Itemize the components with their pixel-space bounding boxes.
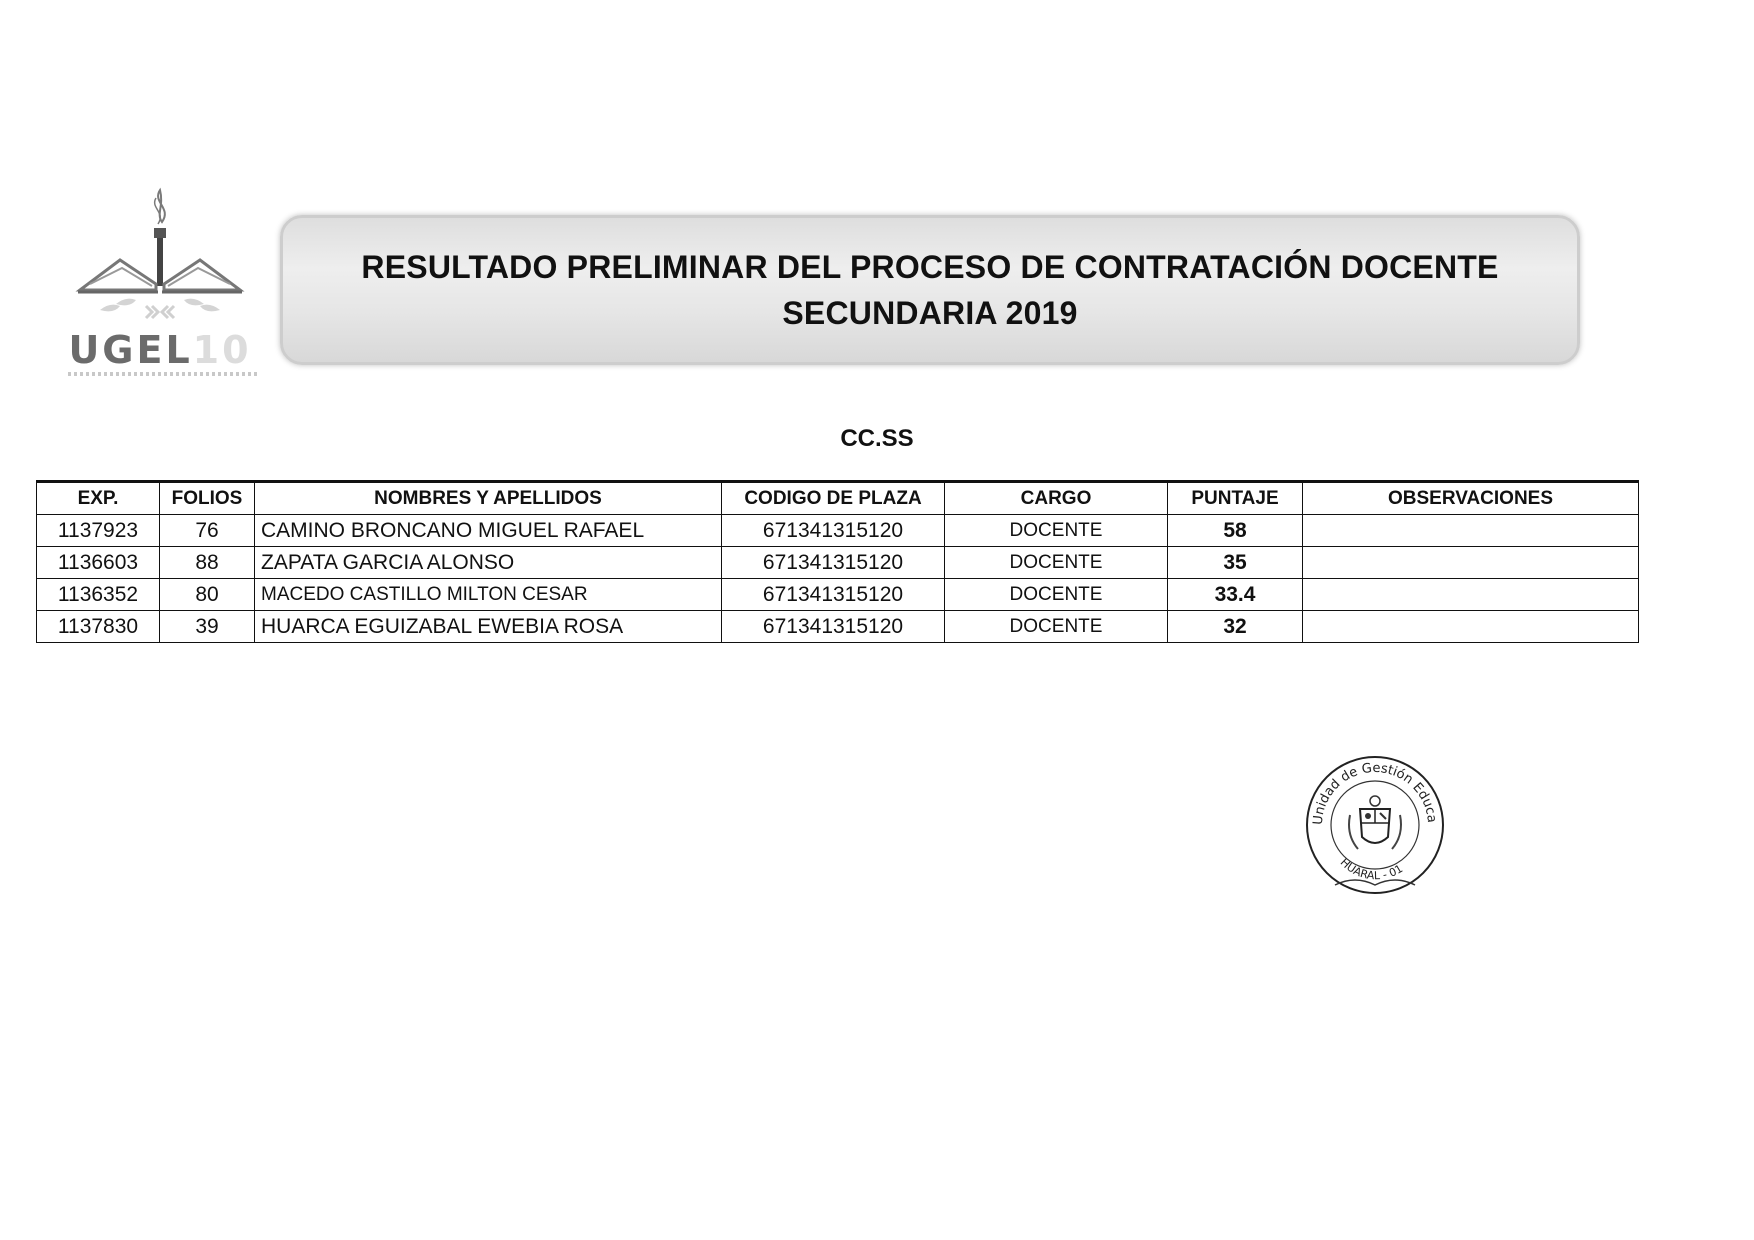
cell-cargo: DOCENTE bbox=[945, 611, 1168, 643]
cell-codigo: 671341315120 bbox=[722, 579, 945, 611]
cell-observaciones bbox=[1303, 579, 1639, 611]
seal-stamp-icon bbox=[1300, 745, 1450, 905]
cell-exp: 1136603 bbox=[37, 547, 160, 579]
cell-exp: 1137830 bbox=[37, 611, 160, 643]
cell-observaciones bbox=[1303, 515, 1639, 547]
cell-folios: 88 bbox=[160, 547, 255, 579]
col-header-puntaje: PUNTAJE bbox=[1168, 482, 1303, 515]
cell-nombre: MACEDO CASTILLO MILTON CESAR bbox=[255, 579, 722, 611]
cell-cargo: DOCENTE bbox=[945, 579, 1168, 611]
table-row bbox=[37, 515, 1639, 547]
book-torch-icon bbox=[60, 180, 260, 330]
table-header-row bbox=[37, 482, 1639, 515]
cell-exp: 1136352 bbox=[37, 579, 160, 611]
section-title: CC.SS bbox=[840, 425, 914, 452]
cell-folios: 80 bbox=[160, 579, 255, 611]
cell-codigo: 671341315120 bbox=[722, 547, 945, 579]
svg-text:Unidad de Gestión Educativa Lo: Unidad de Gestión Educa bbox=[1310, 760, 1440, 826]
ugel-logo bbox=[60, 180, 260, 380]
cell-puntaje: 32 bbox=[1168, 611, 1303, 643]
cell-puntaje: 33.4 bbox=[1168, 579, 1303, 611]
cell-nombre: HUARCA EGUIZABAL EWEBIA ROSA bbox=[255, 611, 722, 643]
cell-nombre: ZAPATA GARCIA ALONSO bbox=[255, 547, 722, 579]
cell-exp: 1137923 bbox=[37, 515, 160, 547]
table-row bbox=[37, 611, 1639, 643]
results-table bbox=[36, 480, 1639, 643]
official-seal bbox=[1300, 745, 1450, 905]
cell-cargo: DOCENTE bbox=[945, 515, 1168, 547]
table-row bbox=[37, 547, 1639, 579]
col-header-exp: EXP. bbox=[37, 482, 160, 515]
logo-text: UGEL10 bbox=[68, 328, 252, 372]
col-header-cargo: CARGO bbox=[945, 482, 1168, 515]
cell-nombre: CAMINO BRONCANO MIGUEL RAFAEL bbox=[255, 515, 722, 547]
cell-puntaje: 35 bbox=[1168, 547, 1303, 579]
cell-puntaje: 58 bbox=[1168, 515, 1303, 547]
logo-subtitle-line bbox=[68, 372, 258, 376]
table-row bbox=[37, 579, 1639, 611]
col-header-nombres: NOMBRES Y APELLIDOS bbox=[255, 482, 722, 515]
cell-codigo: 671341315120 bbox=[722, 515, 945, 547]
cell-folios: 39 bbox=[160, 611, 255, 643]
col-header-codigo: CODIGO DE PLAZA bbox=[722, 482, 945, 515]
cell-cargo: DOCENTE bbox=[945, 547, 1168, 579]
col-header-observaciones: OBSERVACIONES bbox=[1303, 482, 1639, 515]
cell-folios: 76 bbox=[160, 515, 255, 547]
cell-codigo: 671341315120 bbox=[722, 611, 945, 643]
svg-text:HUARAL - 01: HUARAL - 01 bbox=[1337, 855, 1406, 883]
col-header-folios: FOLIOS bbox=[160, 482, 255, 515]
cell-observaciones bbox=[1303, 547, 1639, 579]
page-title: RESULTADO PRELIMINAR DEL PROCESO DE CONTRATACIÓN DOCENTE bbox=[361, 249, 1499, 285]
page-subtitle: SECUNDARIA 2019 bbox=[782, 295, 1078, 331]
title-banner bbox=[280, 215, 1580, 365]
cell-observaciones bbox=[1303, 611, 1639, 643]
